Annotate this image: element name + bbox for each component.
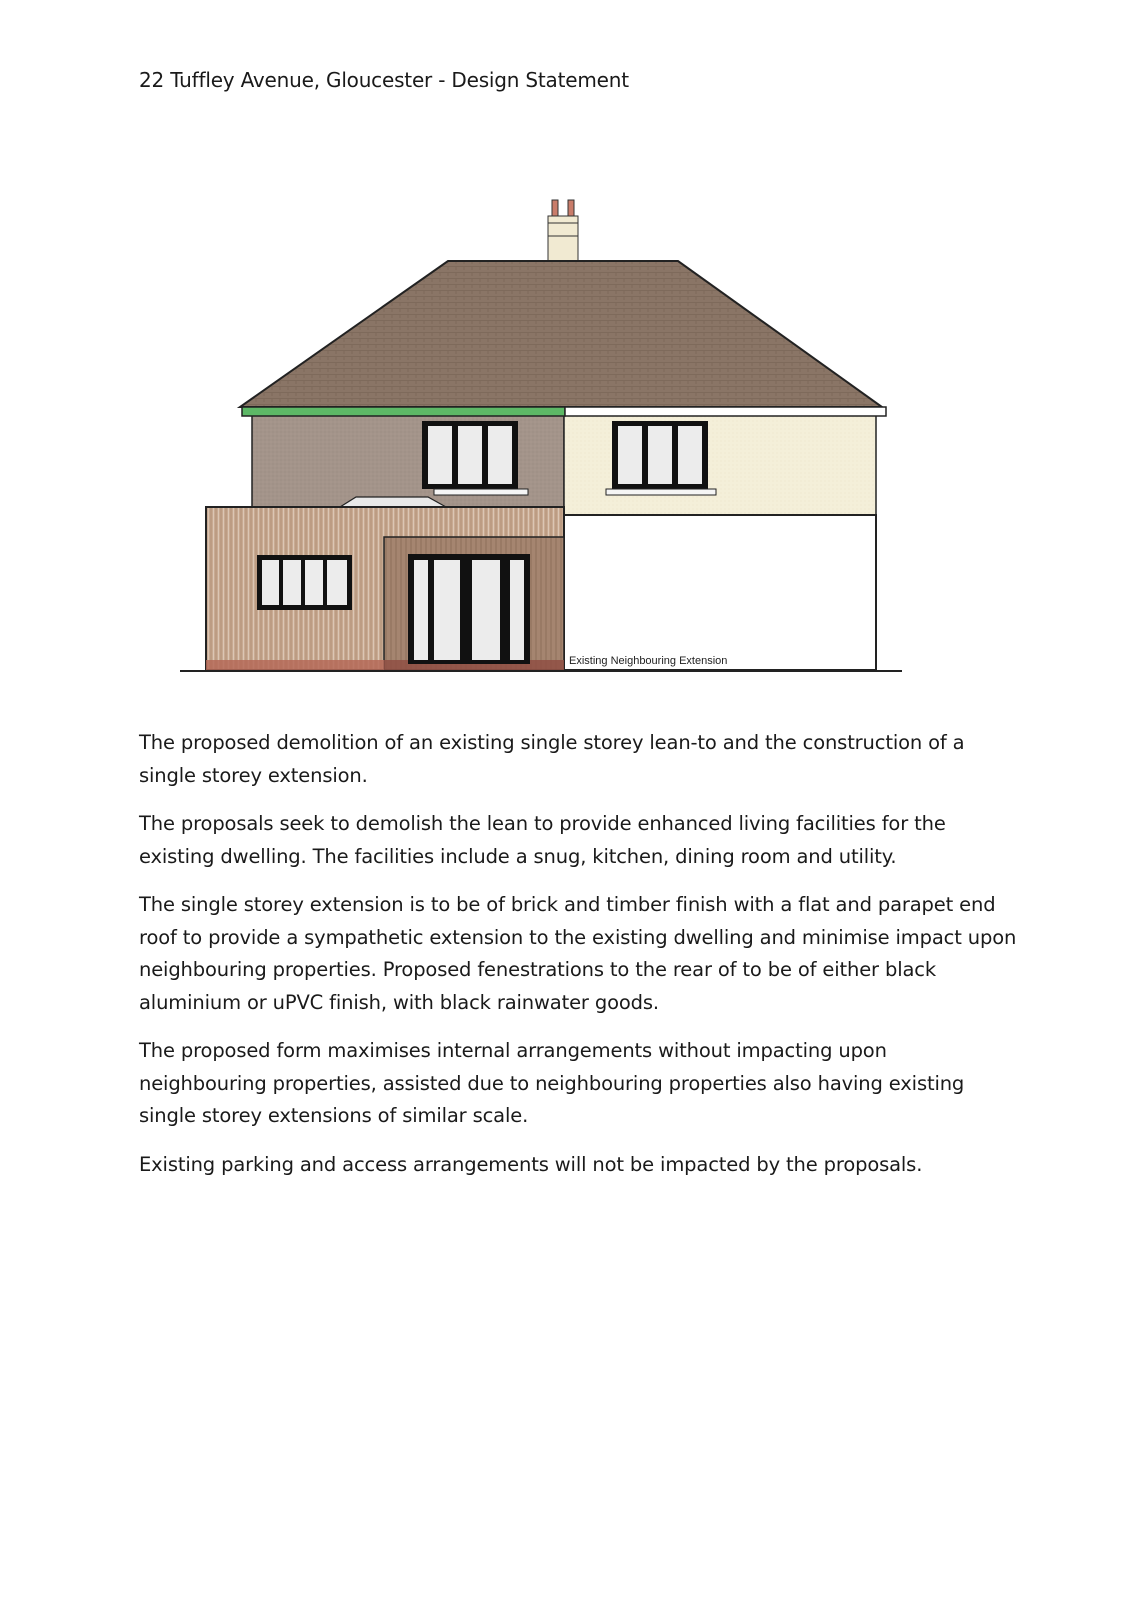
paragraph-proposal: The proposed demolition of an existing single storey lean-to and the construction of a single storey extension. — [139, 731, 965, 787]
hipped-roof — [240, 261, 882, 407]
bifold-doors — [408, 554, 530, 664]
paragraph-parking: Existing parking and access arrangements will not be impacted by the proposals. — [139, 1152, 923, 1176]
design-statement-body — [139, 727, 1019, 1197]
paragraph-materials: The single storey extension is to be of brick and timber finish with a flat and parapet end roof to provide a sympathetic extension to the existing dwelling and minimise impact upon neighbouring properties. Proposed fenestrations to the rear of to be of either black aluminium or uPVC finish, with black rainwater goods. — [139, 893, 1017, 1014]
neighbouring-extension — [564, 515, 876, 670]
page-header: 22 Tuffley Avenue, Gloucester - Design Statement — [139, 68, 629, 92]
fascia-green — [242, 407, 565, 416]
rear-elevation-drawing — [180, 195, 930, 695]
first-floor-window-left — [422, 421, 528, 495]
paragraph-form: The proposed form maximises internal arrangements without impacting upon neighbouring properties, assisted due to neighbouring properties also having existing single storey extensions of similar scale. — [139, 1039, 965, 1127]
neighbour-extension-label: Existing Neighbouring Extension — [569, 655, 728, 667]
fascia-white — [565, 407, 886, 416]
paragraph-demolition: The proposals seek to demolish the lean to provide enhanced living facilities for the existing dwelling. The facilities include a snug, kitchen, dining room and utility. — [139, 812, 946, 868]
rendered-wall-right — [564, 415, 876, 515]
first-floor-window-right — [606, 421, 716, 495]
ground-floor-window — [257, 555, 352, 610]
